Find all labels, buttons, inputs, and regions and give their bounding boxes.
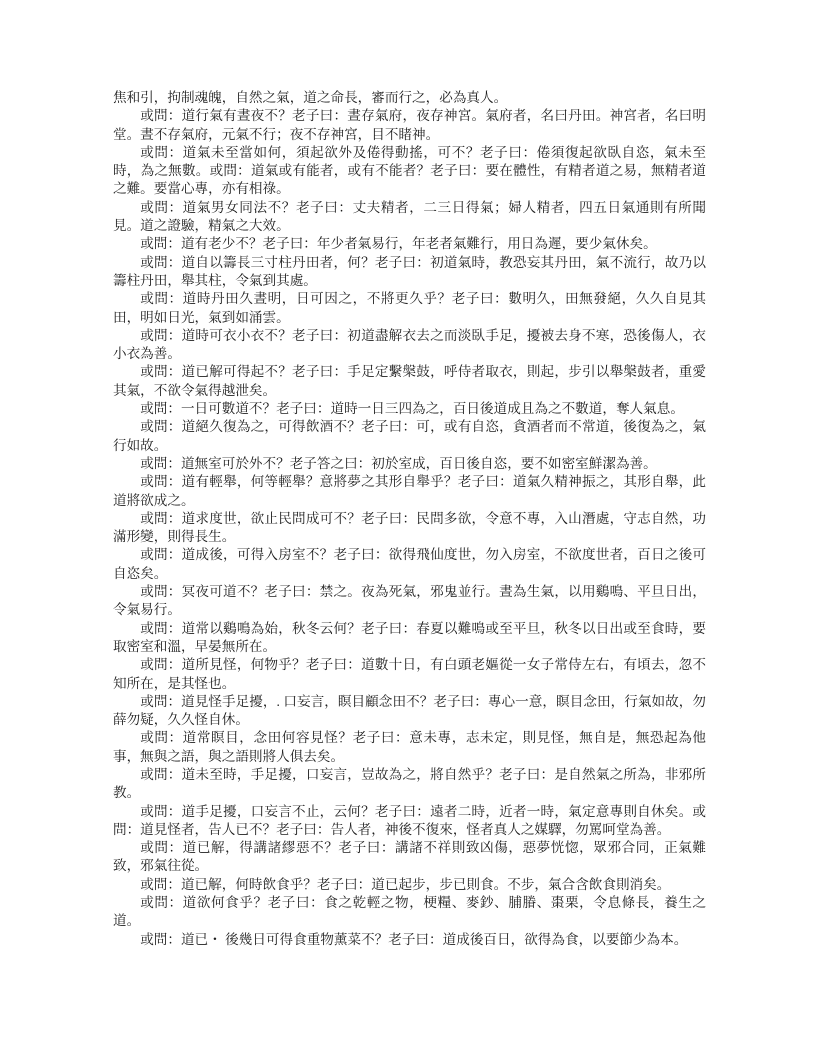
paragraph: 或問：道有輕舉，何等輕舉？意將夢之其形自舉乎？老子曰：道氣久精神振之，其形自舉，此道將欲成之。 — [113, 474, 706, 508]
paragraph: 或問：道行氣有晝夜不？老子曰：晝存氣府，夜存神宮。氣府者，名曰丹田。神宮者，名曰明堂。晝不存氣府，元氣不行；夜不存神宮，目不睹神。 — [113, 108, 706, 142]
paragraph: 或問：一日可數道不？老子曰：道時一日三四為之，百日後道成且為之不數道，奪人氣息。 — [140, 401, 684, 417]
paragraph: 或問：道已解，得講諸繆惡不？老子曰：講諸不祥則致凶傷，惡夢恍惚，眾邪合同，正氣難致，邪氣往從。 — [113, 840, 706, 874]
paragraph: 或問：道有老少不？老子曰：年少者氣易行，年老者氣難行，用日為遲，要少氣休矣。 — [140, 236, 657, 252]
paragraph: 或問：道所見怪，何物乎？老子曰：道數十日，有白頭老嫗從一女子常侍左右，有頃去，忽不知所在，是其怪也。 — [113, 657, 706, 691]
paragraph: 或問：道氣未至當如何，須起欲外及倦得動搖，可不？老子曰：倦須復起欲臥自恣，氣未至時，為之無數。或問：道氣或有能者，或有不能者？老子曰：要在體性，有精者道之易，無精者道之難。要當心專，亦有相祿。 — [113, 144, 706, 197]
paragraph: 或問：道已・ 後幾日可得食重物薰菜不？老子曰：道成後百日，欲得為食，以要節少為本。 — [140, 931, 688, 947]
paragraph: 焦和引，拘制魂魄，自然之氣，道之命長，審而行之，必為真人。 — [113, 90, 508, 105]
paragraph: 或問：道已解可得起不？老子曰：手足定繫槃鼓，呼侍者取衣，則起，步引以舉槃鼓者，重愛其氣，不欲令氣得越泄矣。 — [113, 364, 706, 398]
paragraph: 或問：道手足擾，口妄言不止，云何？老子曰：遠者二時，近者一時，氣定意專則自休矣。或問：道見怪者，告人已不？老子曰：告人者，神後不復來，怪者真人之媒驛，勿罵呵堂為善。 — [113, 803, 706, 837]
paragraph: 或問：道成後，可得入房室不？老子曰：欲得飛仙度世，勿入房室，不欲度世者，百日之後可自恣矣。 — [113, 547, 706, 581]
paragraph: 或問：道氣男女同法不？老子曰：丈夫精者，二三日得氣；婦人精者，四五日氣通則有所聞見。道之證驗，精氣之大效。 — [113, 199, 706, 234]
paragraph: 或問：道常瞑目，念田何容見怪？老子曰：意未專，志未定，則見怪，無自是，無恐起為他事，無與之語，與之語則將人俱去矣。 — [113, 730, 706, 764]
text-block — [113, 89, 706, 949]
paragraph: 或問：道無室可於外不？老子答之曰：初於室成，百日後自恣，要不如密室鮮潔為善。 — [140, 455, 657, 471]
paragraph: 或問：道時可衣小衣不？老子曰：初道盡解衣去之而淡臥手足，擾被去身不寒，恐後傷人，衣小衣為善。 — [113, 327, 706, 362]
paragraph: 或問：道見怪手足擾，. 口妄言，瞑目顧念田不？老子曰：專心一意，瞑目念田，行氣如故，勿薛勿疑，久久怪自休。 — [113, 693, 706, 728]
paragraph: 或問：道未至時，手足擾，口妄言，豈故為之，將自然乎？老子曰：是自然氣之所為，非邪所教。 — [113, 766, 706, 801]
paragraph: 或問：道時丹田久晝明，日可因之，不將更久乎？老子曰：數明久，田無發絕，久久自見其田，明如日光，氣到如涌雲。 — [113, 291, 706, 325]
paragraph: 或問：道絕久復為之，可得飲酒不？老子曰：可，或有自恣，貪酒者而不常道，後復為之，氣行如故。 — [113, 419, 706, 453]
paragraph: 或問：道已解，何時飲食乎？老子曰：道已起步，步已則食。不步，氣合含飲食則消矣。 — [140, 876, 671, 892]
paragraph: 或問：道自以籌長三寸柱丹田者，何？老子曰：初道氣時，教恐妄其丹田，氣不流行，故乃以籌柱丹田，舉其柱，令氣到其處。 — [113, 254, 706, 288]
paragraph: 或問：冥夜可道不？老子曰：禁之。夜為死氣，邪鬼並行。晝為生氣，以用鷄鳴、平旦日出，令氣易行。 — [113, 584, 706, 618]
paragraph: 或問：道欲何食乎？老子曰：食之乾輕之物，梗糧、麥鈔、脯膡、棗栗，令息條長，養生之道。 — [113, 895, 706, 929]
paragraph: 或問：道常以鷄鳴為始，秋冬云何？老子曰：春夏以難鳴或至平旦，秋冬以日出或至食時，要取密室和溫，早晏無所在。 — [113, 620, 706, 654]
paragraph: 或問：道求度世，欲止民問成可不？老子曰：民問多欲，令意不專，入山潛處，守志自然，功滿形變，則得長生。 — [113, 510, 706, 545]
